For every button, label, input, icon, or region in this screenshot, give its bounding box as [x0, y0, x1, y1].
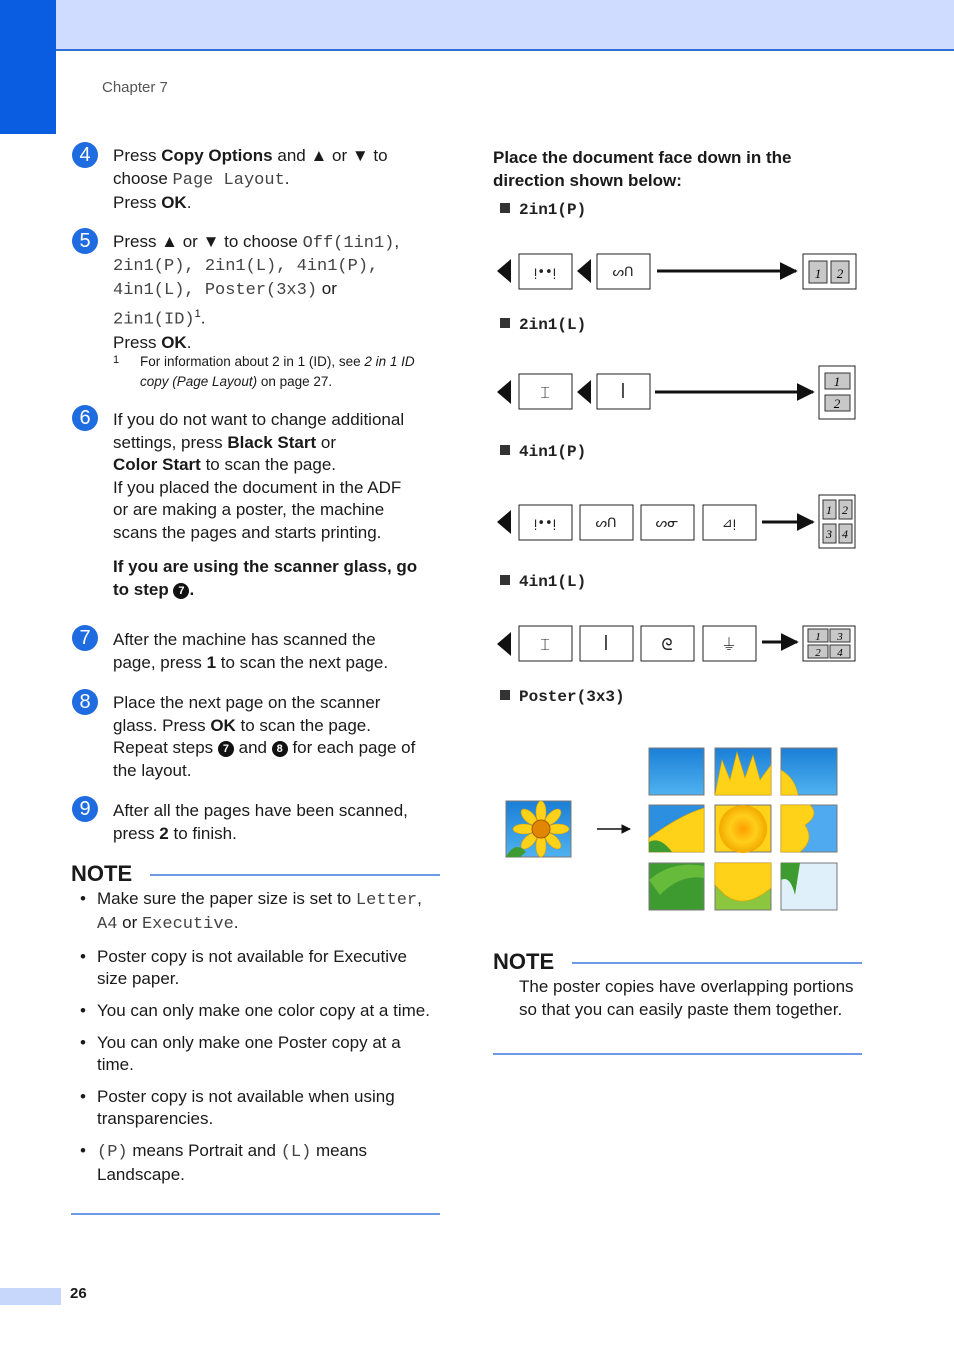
svg-text:1: 1 — [826, 503, 832, 517]
svg-text:4: 4 — [837, 647, 843, 659]
mode-label: 2in1(L) — [500, 316, 586, 334]
note-item: • Make sure the paper size is set to Letter, A4 or Executive. — [80, 888, 440, 936]
diagram-4in1-l — [497, 626, 855, 661]
svg-text:2: 2 — [842, 503, 848, 517]
svg-text:1: 1 — [814, 266, 822, 281]
diagram-2in1-l — [497, 366, 855, 419]
svg-text:ᘓ: ᘓ — [661, 635, 673, 654]
diagram-4in1-p — [497, 495, 855, 548]
svg-text:1: 1 — [815, 631, 821, 643]
svg-text:ᔕᑎ: ᔕᑎ — [612, 265, 634, 280]
svg-text:ꟾ: ꟾ — [603, 635, 609, 654]
svg-text:ᴉ••ᴉ: ᴉ••ᴉ — [533, 265, 557, 280]
note-title: NOTE — [71, 861, 133, 886]
mode-label: 2in1(P) — [500, 201, 586, 219]
step-4-text: Press Copy Options and ▲ or ▼ to choose Page Layout. Press OK. — [113, 146, 388, 212]
note-text: The poster copies have overlapping portions so that you can easily paste them together. — [519, 977, 854, 1019]
note-item: • Poster copy is not available when using transparencies. — [80, 1086, 440, 1130]
svg-text:⊿ᴉ: ⊿ᴉ — [721, 516, 737, 531]
svg-text:4: 4 — [842, 527, 848, 541]
svg-text:1: 1 — [833, 374, 841, 389]
page-band — [0, 1288, 61, 1305]
step-7-text: After the machine has scanned the page, press 1 to scan the next page. — [113, 630, 389, 672]
note-item: • (P) means Portrait and (L) means Landscape. — [80, 1140, 440, 1186]
mode-label: Poster(3x3) — [500, 688, 625, 706]
mode-label: 4in1(P) — [500, 443, 586, 461]
svg-text:3: 3 — [826, 527, 832, 541]
diagram-2in1-p — [497, 254, 856, 289]
step-5-text: Press ▲ or ▼ to choose Off(1in1), 2in1(P), 2in1(L), 4in1(P), 4in1(L), Poster(3x3) or 2in1(ID)$^1$. Press OK. — [113, 232, 400, 352]
footnote: 1 For information about 2 in 1 (ID), see 2 in 1 ID copy (Page Layout) on page 27. — [113, 354, 415, 389]
step-8-text: Place the next page on the scanner glass. Press OK to scan the page. Repeat steps 7 and 8 for each page of the layout. — [113, 693, 416, 780]
svg-text:ꟾ: ꟾ — [620, 383, 626, 402]
note-item: • You can only make one color copy at a time. — [80, 1000, 440, 1022]
svg-text:⌶: ⌶ — [540, 635, 550, 654]
diagram-poster — [506, 748, 837, 910]
step-6-text: If you do not want to change additional settings, press Black Start or Color Start to scan the page. If you placed the document in the ADF or are making a poster, the machine scans the pages and starts printing. If you are using the scanner glass, go to step 7 . — [113, 410, 418, 599]
note-item: • Poster copy is not available for Executive size paper. — [80, 946, 440, 990]
svg-text:2: 2 — [836, 266, 844, 281]
note-item: • You can only make one Poster copy at a time. — [80, 1032, 440, 1076]
note-rule-bottom — [493, 1053, 862, 1055]
svg-text:3: 3 — [837, 631, 843, 643]
placement-heading: Place the document face down in the direction shown below: — [493, 148, 792, 190]
step-number: 4 — [72, 142, 98, 168]
step-number: 8 — [72, 689, 98, 715]
svg-text:⌶: ⌶ — [540, 383, 550, 402]
step-9-text: After all the pages have been scanned, press 2 to finish. — [113, 801, 408, 843]
svg-text:ᴉ••ᴉ: ᴉ••ᴉ — [533, 516, 557, 531]
page-number: 26 — [70, 1285, 87, 1302]
note-title: NOTE — [493, 949, 555, 974]
note-rule — [572, 962, 862, 964]
chapter-label: Chapter 7 — [102, 79, 168, 96]
svg-text:2: 2 — [815, 647, 821, 659]
mode-label: 4in1(L) — [500, 573, 586, 591]
step-number: 5 — [72, 228, 98, 254]
svg-text:2: 2 — [833, 396, 841, 411]
svg-text:ᔕᓂ: ᔕᓂ — [655, 516, 679, 531]
svg-text:⏚: ⏚ — [720, 635, 738, 654]
step-number: 9 — [72, 796, 98, 822]
svg-text:ᔕᑎ: ᔕᑎ — [595, 516, 617, 531]
step-number: 7 — [72, 625, 98, 651]
step-number: 6 — [72, 405, 98, 431]
